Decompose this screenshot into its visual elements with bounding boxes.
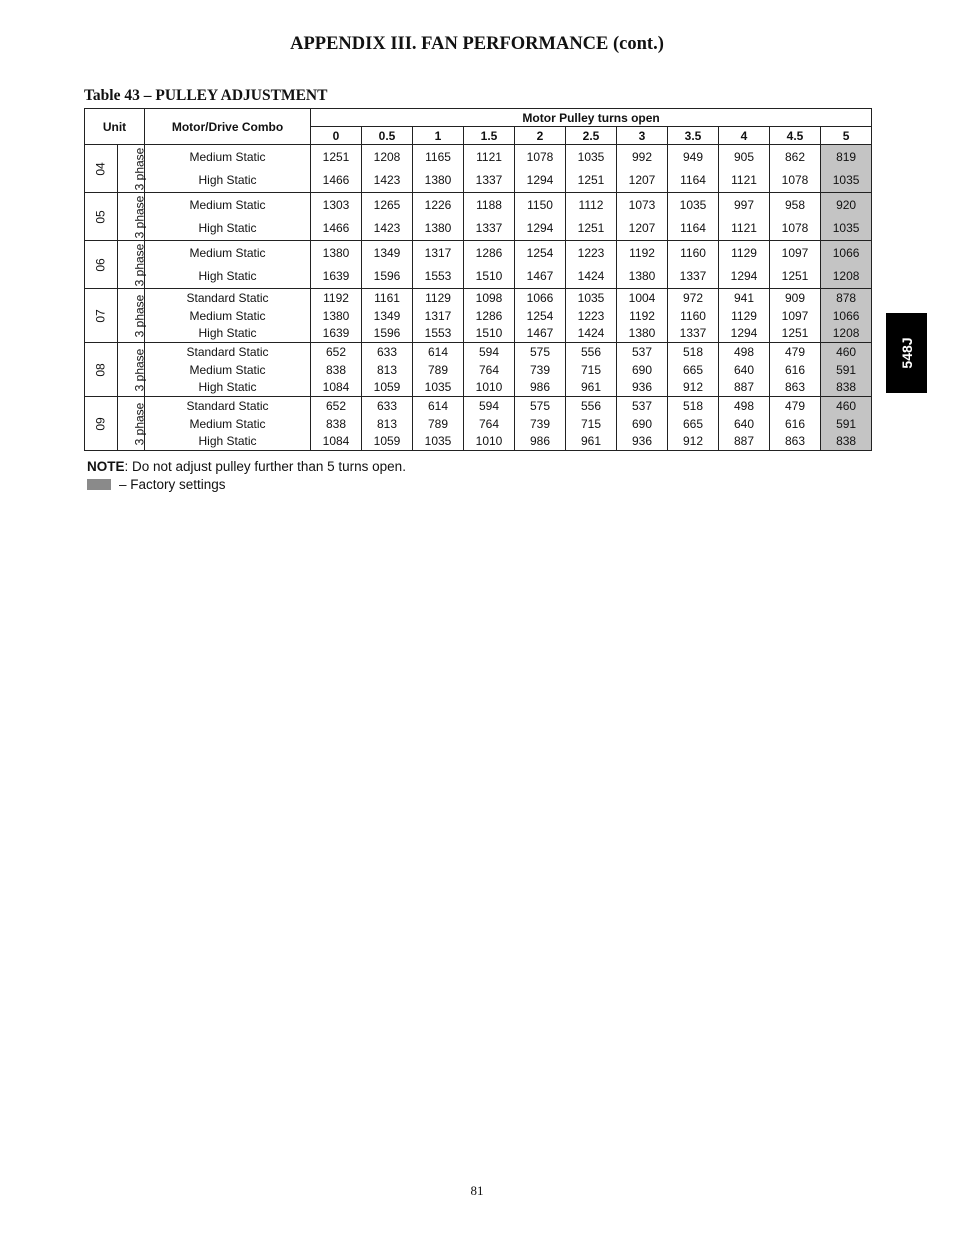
rpm-cell: 1066	[515, 289, 566, 307]
rpm-cell: 986	[515, 433, 566, 451]
table-row	[85, 379, 872, 397]
rpm-cell: 537	[617, 397, 668, 415]
rpm-cell: 1294	[719, 325, 770, 343]
page-number: 81	[470, 1183, 484, 1198]
motor-drive-combo-cell: High Static	[145, 325, 311, 343]
rpm-cell: 992	[617, 145, 668, 169]
rpm-cell: 1035	[668, 193, 719, 217]
motor-drive-combo-cell: Medium Static	[145, 241, 311, 265]
rpm-cell: 1466	[311, 169, 362, 193]
rpm-cell: 972	[668, 289, 719, 307]
rpm-cell: 789	[413, 361, 464, 379]
rpm-cell: 1380	[617, 325, 668, 343]
rpm-cell: 905	[719, 145, 770, 169]
factory-setting-cell: 460	[821, 397, 872, 415]
rpm-cell: 594	[464, 397, 515, 415]
rpm-cell: 1161	[362, 289, 413, 307]
side-tab	[886, 313, 927, 393]
table-row	[85, 307, 872, 325]
rpm-cell: 1254	[515, 307, 566, 325]
rpm-cell: 887	[719, 433, 770, 451]
rpm-cell: 1251	[566, 169, 617, 193]
rpm-cell: 1467	[515, 265, 566, 289]
factory-setting-cell: 460	[821, 343, 872, 361]
turns-col-header: 0	[311, 127, 362, 145]
legend	[87, 477, 226, 492]
rpm-cell: 1251	[770, 325, 821, 343]
turns-col-header: 3.5	[668, 127, 719, 145]
rpm-cell: 1337	[668, 325, 719, 343]
turns-col-header: 1	[413, 127, 464, 145]
rpm-cell: 715	[566, 415, 617, 433]
phase-label: 3 phase	[132, 147, 147, 190]
unit-cell	[85, 241, 118, 289]
unit-header: Unit	[85, 109, 145, 145]
rpm-cell: 739	[515, 361, 566, 379]
rpm-cell: 1129	[719, 241, 770, 265]
rpm-cell: 1192	[311, 289, 362, 307]
table-row	[85, 289, 872, 307]
rpm-cell: 1226	[413, 193, 464, 217]
rpm-cell: 1150	[515, 193, 566, 217]
rpm-cell: 1097	[770, 241, 821, 265]
turns-col-header: 0.5	[362, 127, 413, 145]
rpm-cell: 1010	[464, 433, 515, 451]
table-row	[85, 343, 872, 361]
motor-drive-combo-cell: Standard Static	[145, 289, 311, 307]
rpm-cell: 997	[719, 193, 770, 217]
rpm-cell: 1084	[311, 379, 362, 397]
rpm-cell: 863	[770, 379, 821, 397]
motor-drive-combo-cell: Medium Static	[145, 307, 311, 325]
rpm-cell: 518	[668, 397, 719, 415]
rpm-cell: 887	[719, 379, 770, 397]
side-tab-label: 548J	[898, 337, 915, 369]
rpm-cell: 1596	[362, 265, 413, 289]
rpm-cell: 1286	[464, 241, 515, 265]
rpm-cell: 909	[770, 289, 821, 307]
rpm-cell: 1294	[719, 265, 770, 289]
turns-col-header: 1.5	[464, 127, 515, 145]
rpm-cell: 1035	[566, 289, 617, 307]
rpm-cell: 1208	[362, 145, 413, 169]
rpm-cell: 1207	[617, 169, 668, 193]
rpm-cell: 665	[668, 361, 719, 379]
rpm-cell: 941	[719, 289, 770, 307]
rpm-cell: 575	[515, 397, 566, 415]
factory-setting-cell: 920	[821, 193, 872, 217]
rpm-cell: 838	[311, 361, 362, 379]
rpm-cell: 1223	[566, 241, 617, 265]
rpm-cell: 949	[668, 145, 719, 169]
rpm-cell: 498	[719, 397, 770, 415]
rpm-cell: 1035	[566, 145, 617, 169]
rpm-cell: 1286	[464, 307, 515, 325]
rpm-cell: 1380	[617, 265, 668, 289]
rpm-cell: 537	[617, 343, 668, 361]
pulley-adjustment-table	[84, 108, 872, 451]
factory-setting-cell: 1208	[821, 265, 872, 289]
turns-col-header: 3	[617, 127, 668, 145]
rpm-cell: 1265	[362, 193, 413, 217]
motor-drive-combo-header: Motor/Drive Combo	[145, 109, 311, 145]
rpm-cell: 1192	[617, 307, 668, 325]
phase-label: 3 phase	[132, 294, 147, 337]
rpm-cell: 1423	[362, 169, 413, 193]
rpm-cell: 1164	[668, 169, 719, 193]
rpm-cell: 1337	[464, 169, 515, 193]
rpm-cell: 652	[311, 397, 362, 415]
rpm-cell: 912	[668, 433, 719, 451]
phase-cell	[118, 241, 145, 289]
rpm-cell: 1165	[413, 145, 464, 169]
rpm-cell: 1317	[413, 307, 464, 325]
rpm-cell: 789	[413, 415, 464, 433]
rpm-cell: 614	[413, 397, 464, 415]
factory-setting-cell: 819	[821, 145, 872, 169]
page-title: APPENDIX III. FAN PERFORMANCE (cont.)	[290, 34, 664, 54]
rpm-cell: 1553	[413, 325, 464, 343]
rpm-cell: 1639	[311, 265, 362, 289]
rpm-cell: 1004	[617, 289, 668, 307]
rpm-cell: 1380	[311, 241, 362, 265]
motor-drive-combo-cell: High Static	[145, 265, 311, 289]
factory-setting-cell: 1066	[821, 307, 872, 325]
rpm-cell: 640	[719, 415, 770, 433]
rpm-cell: 1380	[311, 307, 362, 325]
rpm-cell: 690	[617, 415, 668, 433]
rpm-cell: 556	[566, 397, 617, 415]
rpm-cell: 1510	[464, 265, 515, 289]
rpm-cell: 614	[413, 343, 464, 361]
rpm-cell: 498	[719, 343, 770, 361]
note-text: : Do not adjust pulley further than 5 turns open.	[124, 459, 406, 474]
rpm-cell: 1097	[770, 307, 821, 325]
unit-label: 04	[93, 161, 108, 176]
turns-col-header: 4.5	[770, 127, 821, 145]
rpm-cell: 1160	[668, 241, 719, 265]
rpm-cell: 1160	[668, 307, 719, 325]
rpm-cell: 1084	[311, 433, 362, 451]
table-row	[85, 415, 872, 433]
unit-cell	[85, 145, 118, 193]
rpm-cell: 1349	[362, 241, 413, 265]
rpm-cell: 936	[617, 379, 668, 397]
rpm-cell: 1510	[464, 325, 515, 343]
rpm-cell: 862	[770, 145, 821, 169]
rpm-cell: 1192	[617, 241, 668, 265]
rpm-cell: 863	[770, 433, 821, 451]
rpm-cell: 764	[464, 361, 515, 379]
factory-setting-cell: 878	[821, 289, 872, 307]
rpm-cell: 690	[617, 361, 668, 379]
rpm-cell: 986	[515, 379, 566, 397]
table-row	[85, 361, 872, 379]
rpm-cell: 1294	[515, 169, 566, 193]
rpm-cell: 1129	[413, 289, 464, 307]
turns-col-header: 2	[515, 127, 566, 145]
rpm-cell: 556	[566, 343, 617, 361]
rpm-cell: 1207	[617, 217, 668, 241]
rpm-cell: 838	[311, 415, 362, 433]
factory-setting-cell: 591	[821, 415, 872, 433]
motor-drive-combo-cell: High Static	[145, 433, 311, 451]
rpm-cell: 813	[362, 415, 413, 433]
table-row	[85, 241, 872, 265]
rpm-cell: 479	[770, 397, 821, 415]
rpm-cell: 1423	[362, 217, 413, 241]
table-row	[85, 433, 872, 451]
motor-drive-combo-cell: Medium Static	[145, 415, 311, 433]
rpm-cell: 1164	[668, 217, 719, 241]
unit-label: 09	[93, 416, 108, 431]
note	[87, 459, 406, 474]
phase-cell	[118, 397, 145, 451]
rpm-cell: 1424	[566, 265, 617, 289]
rpm-cell: 1059	[362, 379, 413, 397]
phase-cell	[118, 343, 145, 397]
rpm-cell: 1010	[464, 379, 515, 397]
rpm-cell: 633	[362, 343, 413, 361]
rpm-cell: 1254	[515, 241, 566, 265]
rpm-cell: 594	[464, 343, 515, 361]
rpm-cell: 1303	[311, 193, 362, 217]
note-label: NOTE	[87, 459, 125, 474]
factory-setting-cell: 1035	[821, 217, 872, 241]
rpm-cell: 1380	[413, 169, 464, 193]
motor-drive-combo-cell: Standard Static	[145, 397, 311, 415]
turns-col-header: 5	[821, 127, 872, 145]
rpm-cell: 1466	[311, 217, 362, 241]
rpm-cell: 813	[362, 361, 413, 379]
rpm-cell: 764	[464, 415, 515, 433]
rpm-cell: 1424	[566, 325, 617, 343]
rpm-cell: 479	[770, 343, 821, 361]
table-row	[85, 217, 872, 241]
rpm-cell: 640	[719, 361, 770, 379]
rpm-cell: 1294	[515, 217, 566, 241]
rpm-cell: 1112	[566, 193, 617, 217]
phase-label: 3 phase	[132, 402, 147, 445]
rpm-cell: 961	[566, 433, 617, 451]
unit-cell	[85, 343, 118, 397]
phase-cell	[118, 289, 145, 343]
phase-cell	[118, 193, 145, 241]
rpm-cell: 1078	[770, 217, 821, 241]
rpm-cell: 1337	[464, 217, 515, 241]
factory-setting-cell: 1035	[821, 169, 872, 193]
rpm-cell: 633	[362, 397, 413, 415]
table-row	[85, 325, 872, 343]
rpm-cell: 1349	[362, 307, 413, 325]
phase-label: 3 phase	[132, 195, 147, 238]
motor-drive-combo-cell: Medium Static	[145, 193, 311, 217]
rpm-cell: 1639	[311, 325, 362, 343]
rpm-cell: 1121	[719, 217, 770, 241]
unit-cell	[85, 289, 118, 343]
rpm-cell: 616	[770, 361, 821, 379]
motor-drive-combo-cell: High Static	[145, 217, 311, 241]
rpm-cell: 1380	[413, 217, 464, 241]
rpm-cell: 1121	[719, 169, 770, 193]
rpm-cell: 652	[311, 343, 362, 361]
rpm-cell: 961	[566, 379, 617, 397]
rpm-cell: 1059	[362, 433, 413, 451]
rpm-cell: 616	[770, 415, 821, 433]
rpm-cell: 1223	[566, 307, 617, 325]
rpm-cell: 1035	[413, 433, 464, 451]
phase-label: 3 phase	[132, 243, 147, 286]
table-row	[85, 169, 872, 193]
rpm-cell: 1251	[311, 145, 362, 169]
rpm-cell: 1121	[464, 145, 515, 169]
table-row	[85, 193, 872, 217]
rpm-cell: 1251	[566, 217, 617, 241]
rpm-cell: 1078	[515, 145, 566, 169]
rpm-cell: 1188	[464, 193, 515, 217]
factory-setting-cell: 591	[821, 361, 872, 379]
rpm-cell: 739	[515, 415, 566, 433]
unit-label: 06	[93, 257, 108, 272]
factory-setting-cell: 838	[821, 379, 872, 397]
motor-drive-combo-cell: Standard Static	[145, 343, 311, 361]
legend-text: – Factory settings	[119, 477, 226, 492]
factory-setting-cell: 838	[821, 433, 872, 451]
rpm-cell: 715	[566, 361, 617, 379]
motor-drive-combo-cell: Medium Static	[145, 145, 311, 169]
rpm-cell: 1553	[413, 265, 464, 289]
factory-setting-swatch	[87, 479, 111, 490]
rpm-cell: 958	[770, 193, 821, 217]
rpm-cell: 1073	[617, 193, 668, 217]
rpm-cell: 936	[617, 433, 668, 451]
table-row	[85, 265, 872, 289]
turns-open-header: Motor Pulley turns open	[311, 109, 872, 127]
turns-col-header: 2.5	[566, 127, 617, 145]
rpm-cell: 1129	[719, 307, 770, 325]
unit-cell	[85, 397, 118, 451]
unit-label: 08	[93, 362, 108, 377]
phase-label: 3 phase	[132, 348, 147, 391]
rpm-cell: 1251	[770, 265, 821, 289]
rpm-cell: 518	[668, 343, 719, 361]
table-caption: Table 43 – PULLEY ADJUSTMENT	[84, 87, 328, 104]
rpm-cell: 1317	[413, 241, 464, 265]
unit-label: 05	[93, 209, 108, 224]
motor-drive-combo-cell: High Static	[145, 379, 311, 397]
rpm-cell: 665	[668, 415, 719, 433]
unit-cell	[85, 193, 118, 241]
table-row	[85, 145, 872, 169]
unit-label: 07	[93, 308, 108, 323]
turns-col-header: 4	[719, 127, 770, 145]
factory-setting-cell: 1066	[821, 241, 872, 265]
rpm-cell: 1467	[515, 325, 566, 343]
motor-drive-combo-cell: High Static	[145, 169, 311, 193]
rpm-cell: 1596	[362, 325, 413, 343]
factory-setting-cell: 1208	[821, 325, 872, 343]
rpm-cell: 912	[668, 379, 719, 397]
rpm-cell: 1078	[770, 169, 821, 193]
rpm-cell: 575	[515, 343, 566, 361]
rpm-cell: 1035	[413, 379, 464, 397]
table-row	[85, 397, 872, 415]
rpm-cell: 1098	[464, 289, 515, 307]
rpm-cell: 1337	[668, 265, 719, 289]
motor-drive-combo-cell: Medium Static	[145, 361, 311, 379]
phase-cell	[118, 145, 145, 193]
